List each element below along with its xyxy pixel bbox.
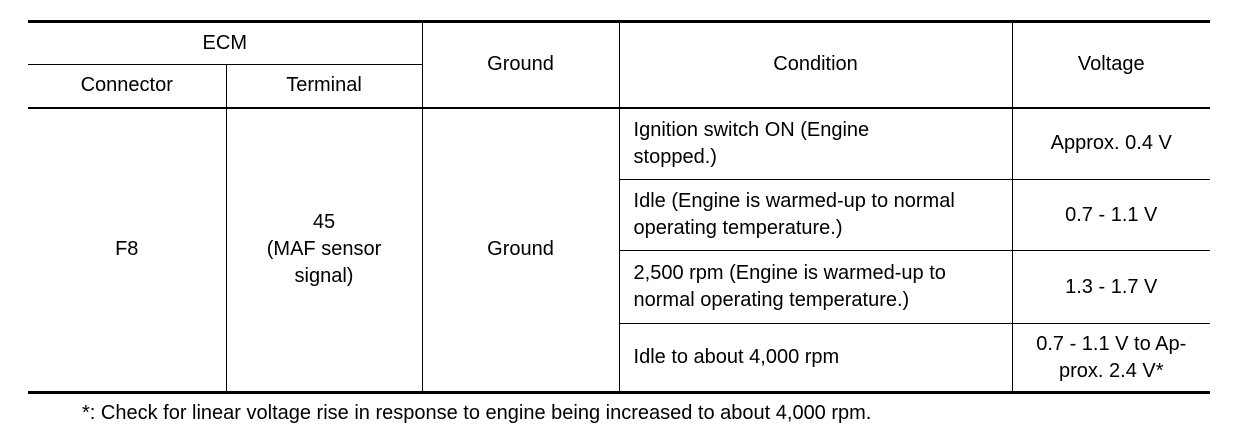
ground-value: Ground [487, 238, 554, 261]
condition-line-1: Idle to about 4,000 rpm [633, 346, 840, 368]
condition-line-1: Ignition switch ON (Engine [633, 118, 870, 141]
terminal-number: 45 [312, 211, 336, 234]
voltage-line-1: 1.3 - 1.7 V [1065, 275, 1158, 298]
voltage-cell [1012, 324, 1210, 393]
header-connector: Connector [28, 65, 226, 108]
header-terminal: Terminal [226, 65, 422, 108]
connector-value: F8 [115, 238, 139, 261]
ground-cell [422, 108, 619, 393]
condition-line-2: operating temperature.) [633, 217, 843, 239]
voltage-cell [1012, 108, 1210, 180]
voltage-line-1: Approx. 0.4 V [1050, 132, 1172, 155]
condition-line-2: normal operating temperature.) [633, 289, 910, 311]
condition-cell [619, 180, 1012, 251]
header-condition: Condition [619, 22, 1012, 108]
header-ground: Ground [422, 22, 619, 108]
header-ecm: ECM [28, 22, 422, 65]
condition-cell [619, 108, 1012, 180]
ecm-voltage-table [28, 20, 1210, 394]
voltage-cell [1012, 180, 1210, 251]
footnote: *: Check for linear voltage rise in response to engine being increased to about 4,000 rpm. [82, 402, 872, 424]
condition-line-1: 2,500 rpm (Engine is warmed-up to [633, 262, 946, 284]
header-voltage: Voltage [1012, 22, 1210, 108]
condition-cell [619, 251, 1012, 324]
terminal-description-line-2: signal) [294, 265, 354, 288]
voltage-line-1: 0.7 - 1.1 V [1065, 203, 1158, 226]
condition-line-2: stopped.) [633, 145, 717, 168]
voltage-line-2: prox. 2.4 V* [1059, 359, 1164, 382]
voltage-cell [1012, 251, 1210, 324]
terminal-description-line-1: (MAF sensor [266, 238, 382, 261]
connector-cell [28, 108, 226, 393]
condition-line-1: Idle (Engine is warmed-up to normal [633, 190, 955, 212]
terminal-cell [226, 108, 422, 393]
voltage-line-1: 0.7 - 1.1 V to Ap- [1036, 332, 1187, 355]
condition-cell [619, 324, 1012, 393]
